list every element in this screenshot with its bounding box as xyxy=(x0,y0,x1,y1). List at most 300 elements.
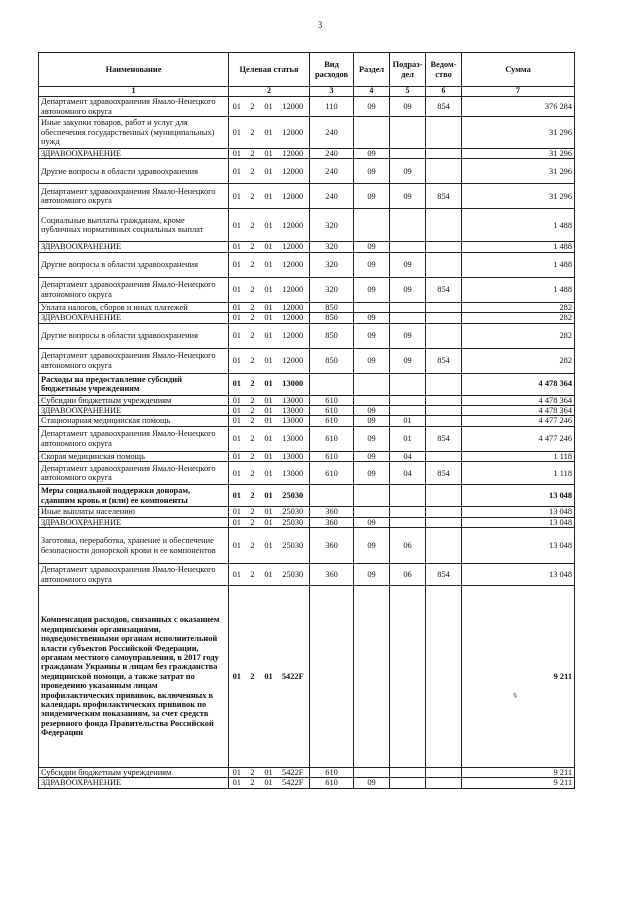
department-cell xyxy=(426,159,462,184)
subsection-cell xyxy=(390,586,426,768)
subsection-cell xyxy=(390,517,426,527)
department-cell xyxy=(426,406,462,416)
target-direction-cell: 25030 xyxy=(277,564,310,586)
sum-cell: 1 118 xyxy=(462,451,575,461)
target-subprogram-cell: 2 xyxy=(245,97,261,117)
target-direction-cell: 12000 xyxy=(277,242,310,252)
target-subprogram-cell: 2 xyxy=(245,485,261,507)
sum-cell: 282 xyxy=(462,302,575,312)
table-row xyxy=(39,242,575,252)
row-name-cell: Департамент здравоохранения Ямало-Ненецкого автономного округа xyxy=(39,564,229,586)
sum-cell: 13 048 xyxy=(462,528,575,564)
sum-cell: 4 478 364 xyxy=(462,406,575,416)
sum-cell: 282 xyxy=(462,323,575,348)
target-direction-cell: 12000 xyxy=(277,117,310,149)
expense-type-cell: 610 xyxy=(310,406,354,416)
target-program-cell: 01 xyxy=(229,149,245,159)
subsection-cell xyxy=(390,395,426,405)
table-row xyxy=(39,313,575,323)
table-row xyxy=(39,348,575,373)
table-row xyxy=(39,517,575,527)
department-cell xyxy=(426,586,462,768)
sum-cell: 1 488 xyxy=(462,252,575,277)
target-main-activity-cell: 01 xyxy=(261,184,277,209)
row-name-cell: Стационарная медицинская помощь xyxy=(39,416,229,426)
target-subprogram-cell: 2 xyxy=(245,117,261,149)
row-name-cell: ЗДРАВООХРАНЕНИЕ xyxy=(39,149,229,159)
section-cell xyxy=(354,485,390,507)
target-program-cell: 01 xyxy=(229,373,245,395)
target-direction-cell: 13000 xyxy=(277,451,310,461)
col-number: 5 xyxy=(390,87,426,97)
target-subprogram-cell: 2 xyxy=(245,451,261,461)
department-cell: 854 xyxy=(426,277,462,302)
target-subprogram-cell: 2 xyxy=(245,323,261,348)
section-cell: 09 xyxy=(354,277,390,302)
sum-cell: 13 048 xyxy=(462,517,575,527)
target-direction-cell: 25030 xyxy=(277,517,310,527)
section-cell xyxy=(354,373,390,395)
target-main-activity-cell: 01 xyxy=(261,373,277,395)
target-main-activity-cell: 01 xyxy=(261,209,277,242)
table-row xyxy=(39,406,575,416)
target-subprogram-cell: 2 xyxy=(245,564,261,586)
sum-cell: 4 478 364 xyxy=(462,395,575,405)
target-subprogram-cell: 2 xyxy=(245,768,261,778)
department-cell xyxy=(426,209,462,242)
col-header-target: Целевая статья xyxy=(229,53,310,87)
target-program-cell: 01 xyxy=(229,416,245,426)
subsection-cell xyxy=(390,768,426,778)
target-direction-cell: 12000 xyxy=(277,97,310,117)
row-name-cell: Меры социальной поддержки донорам, сдавшим кровь и (или) ее компоненты xyxy=(39,485,229,507)
col-header-sum: Сумма xyxy=(462,53,575,87)
subsection-cell: 09 xyxy=(390,159,426,184)
target-main-activity-cell: 01 xyxy=(261,252,277,277)
expense-type-cell: 610 xyxy=(310,768,354,778)
row-name-cell: Скорая медицинская помощь xyxy=(39,451,229,461)
target-subprogram-cell: 2 xyxy=(245,313,261,323)
subsection-cell xyxy=(390,242,426,252)
target-main-activity-cell: 01 xyxy=(261,517,277,527)
section-cell: 09 xyxy=(354,517,390,527)
expense-type-cell: 850 xyxy=(310,348,354,373)
row-name-cell: ЗДРАВООХРАНЕНИЕ xyxy=(39,778,229,788)
section-cell xyxy=(354,768,390,778)
section-cell: 09 xyxy=(354,451,390,461)
section-cell: 09 xyxy=(354,778,390,788)
table-row xyxy=(39,426,575,451)
sum-cell: 9 211 xyxy=(462,586,575,768)
col-number: 3 xyxy=(310,87,354,97)
target-subprogram-cell: 2 xyxy=(245,406,261,416)
col-number: 7 xyxy=(462,87,575,97)
target-direction-cell: 13000 xyxy=(277,406,310,416)
section-cell: 09 xyxy=(354,159,390,184)
subsection-cell: 04 xyxy=(390,462,426,485)
target-subprogram-cell: 2 xyxy=(245,159,261,184)
target-direction-cell: 12000 xyxy=(277,149,310,159)
expense-type-cell: 240 xyxy=(310,117,354,149)
row-name-cell: ЗДРАВООХРАНЕНИЕ xyxy=(39,242,229,252)
pen-mark: ✎ xyxy=(510,691,520,701)
department-cell: 854 xyxy=(426,184,462,209)
expense-type-cell: 850 xyxy=(310,323,354,348)
row-name-cell: ЗДРАВООХРАНЕНИЕ xyxy=(39,406,229,416)
department-cell xyxy=(426,416,462,426)
col-header-subsection: Подраз-дел xyxy=(390,53,426,87)
table-row xyxy=(39,373,575,395)
table-row xyxy=(39,768,575,778)
target-direction-cell: 13000 xyxy=(277,395,310,405)
expense-type-cell: 610 xyxy=(310,451,354,461)
target-subprogram-cell: 2 xyxy=(245,586,261,768)
target-subprogram-cell: 2 xyxy=(245,149,261,159)
target-main-activity-cell: 01 xyxy=(261,313,277,323)
subsection-cell: 01 xyxy=(390,426,426,451)
department-cell xyxy=(426,485,462,507)
sum-cell: 1 488 xyxy=(462,277,575,302)
section-cell xyxy=(354,507,390,517)
target-subprogram-cell: 2 xyxy=(245,528,261,564)
row-name-cell: Компенсация расходов, связанных с оказанием медицинскими организациями, подведомственными органам исполнительной власти субъектов Российской Федерации, органам местного самоуправления, в 2017 году гражданам Украины и лицам без гражданства медицинской помощи, а также затрат по проведению указанным лицам профилактических прививок, включенных в календарь профилактических прививок по эпидемическим показаниям, за счет средств резервного фонда Правительства Российской Федерации xyxy=(39,586,229,768)
row-name-cell: Департамент здравоохранения Ямало-Ненецкого автономного округа xyxy=(39,426,229,451)
subsection-cell xyxy=(390,485,426,507)
row-name-cell: Иные закупки товаров, работ и услуг для обеспечения государственных (муниципальных) нужд xyxy=(39,117,229,149)
target-main-activity-cell: 01 xyxy=(261,586,277,768)
subsection-cell: 06 xyxy=(390,564,426,586)
target-direction-cell: 13000 xyxy=(277,416,310,426)
sum-cell: 31 296 xyxy=(462,184,575,209)
target-direction-cell: 5422F xyxy=(277,586,310,768)
target-subprogram-cell: 2 xyxy=(245,184,261,209)
target-program-cell: 01 xyxy=(229,184,245,209)
target-program-cell: 01 xyxy=(229,768,245,778)
table-row xyxy=(39,485,575,507)
subsection-cell xyxy=(390,778,426,788)
target-program-cell: 01 xyxy=(229,348,245,373)
subsection-cell xyxy=(390,313,426,323)
target-main-activity-cell: 01 xyxy=(261,564,277,586)
expense-type-cell: 850 xyxy=(310,302,354,312)
expense-type-cell: 850 xyxy=(310,313,354,323)
section-cell: 09 xyxy=(354,406,390,416)
target-subprogram-cell: 2 xyxy=(245,373,261,395)
target-program-cell: 01 xyxy=(229,209,245,242)
table-row xyxy=(39,528,575,564)
expense-type-cell: 240 xyxy=(310,184,354,209)
expense-type-cell: 110 xyxy=(310,97,354,117)
target-main-activity-cell: 01 xyxy=(261,778,277,788)
target-direction-cell: 12000 xyxy=(277,184,310,209)
department-cell xyxy=(426,528,462,564)
target-direction-cell: 12000 xyxy=(277,277,310,302)
department-cell xyxy=(426,395,462,405)
target-direction-cell: 12000 xyxy=(277,302,310,312)
table-row xyxy=(39,778,575,788)
sum-cell: 1 488 xyxy=(462,242,575,252)
target-program-cell: 01 xyxy=(229,462,245,485)
target-main-activity-cell: 01 xyxy=(261,348,277,373)
expense-type-cell xyxy=(310,373,354,395)
target-main-activity-cell: 01 xyxy=(261,768,277,778)
target-main-activity-cell: 01 xyxy=(261,416,277,426)
target-direction-cell: 12000 xyxy=(277,313,310,323)
col-header-expense-type: Вид расходов xyxy=(310,53,354,87)
department-cell xyxy=(426,778,462,788)
section-cell xyxy=(354,395,390,405)
target-program-cell: 01 xyxy=(229,586,245,768)
sum-cell: 376 284 xyxy=(462,97,575,117)
col-number: 6 xyxy=(426,87,462,97)
table-row xyxy=(39,507,575,517)
target-subprogram-cell: 2 xyxy=(245,242,261,252)
row-name-cell: Другие вопросы в области здравоохранения xyxy=(39,159,229,184)
target-direction-cell: 12000 xyxy=(277,323,310,348)
row-name-cell: Уплата налогов, сборов и иных платежей xyxy=(39,302,229,312)
col-header-section: Раздел xyxy=(354,53,390,87)
table-row xyxy=(39,416,575,426)
target-subprogram-cell: 2 xyxy=(245,252,261,277)
table-header-row xyxy=(39,53,575,87)
table-row xyxy=(39,97,575,117)
section-cell: 09 xyxy=(354,97,390,117)
target-program-cell: 01 xyxy=(229,117,245,149)
department-cell xyxy=(426,149,462,159)
subsection-cell xyxy=(390,117,426,149)
target-main-activity-cell: 01 xyxy=(261,277,277,302)
target-subprogram-cell: 2 xyxy=(245,277,261,302)
expense-type-cell xyxy=(310,485,354,507)
target-program-cell: 01 xyxy=(229,528,245,564)
target-subprogram-cell: 2 xyxy=(245,462,261,485)
row-name-cell: Департамент здравоохранения Ямало-Ненецкого автономного округа xyxy=(39,348,229,373)
table-row xyxy=(39,462,575,485)
target-subprogram-cell: 2 xyxy=(245,778,261,788)
subsection-cell xyxy=(390,302,426,312)
department-cell xyxy=(426,252,462,277)
row-name-cell: ЗДРАВООХРАНЕНИЕ xyxy=(39,313,229,323)
target-program-cell: 01 xyxy=(229,406,245,416)
sum-cell: 1 488 xyxy=(462,209,575,242)
target-main-activity-cell: 01 xyxy=(261,528,277,564)
target-direction-cell: 25030 xyxy=(277,507,310,517)
target-direction-cell: 12000 xyxy=(277,159,310,184)
subsection-cell: 09 xyxy=(390,184,426,209)
target-subprogram-cell: 2 xyxy=(245,517,261,527)
table-row xyxy=(39,209,575,242)
target-program-cell: 01 xyxy=(229,395,245,405)
sum-cell: 282 xyxy=(462,348,575,373)
target-direction-cell: 12000 xyxy=(277,348,310,373)
subsection-cell xyxy=(390,373,426,395)
row-name-cell: Департамент здравоохранения Ямало-Ненецкого автономного округа xyxy=(39,277,229,302)
section-cell xyxy=(354,117,390,149)
expense-type-cell: 240 xyxy=(310,149,354,159)
target-subprogram-cell: 2 xyxy=(245,426,261,451)
target-subprogram-cell: 2 xyxy=(245,348,261,373)
department-cell xyxy=(426,768,462,778)
expense-type-cell: 320 xyxy=(310,242,354,252)
target-direction-cell: 13000 xyxy=(277,426,310,451)
sum-cell: 1 118 xyxy=(462,462,575,485)
table-row xyxy=(39,302,575,312)
target-subprogram-cell: 2 xyxy=(245,395,261,405)
target-program-cell: 01 xyxy=(229,485,245,507)
target-program-cell: 01 xyxy=(229,507,245,517)
subsection-cell: 04 xyxy=(390,451,426,461)
col-header-department: Ведом-ство xyxy=(426,53,462,87)
sum-cell: 31 296 xyxy=(462,149,575,159)
expense-type-cell: 360 xyxy=(310,528,354,564)
row-name-cell: Департамент здравоохранения Ямало-Ненецкого автономного округа xyxy=(39,97,229,117)
col-number: 2 xyxy=(229,87,310,97)
sum-cell: 31 296 xyxy=(462,159,575,184)
sum-cell: 4 477 246 xyxy=(462,426,575,451)
subsection-cell: 09 xyxy=(390,252,426,277)
department-cell xyxy=(426,323,462,348)
target-main-activity-cell: 01 xyxy=(261,507,277,517)
target-direction-cell: 25030 xyxy=(277,485,310,507)
target-main-activity-cell: 01 xyxy=(261,462,277,485)
target-direction-cell: 13000 xyxy=(277,373,310,395)
target-program-cell: 01 xyxy=(229,159,245,184)
section-cell: 09 xyxy=(354,252,390,277)
target-program-cell: 01 xyxy=(229,313,245,323)
target-main-activity-cell: 01 xyxy=(261,117,277,149)
subsection-cell: 09 xyxy=(390,97,426,117)
target-direction-cell: 25030 xyxy=(277,528,310,564)
section-cell: 09 xyxy=(354,462,390,485)
table-row xyxy=(39,323,575,348)
sum-cell: 13 048 xyxy=(462,485,575,507)
target-direction-cell: 5422F xyxy=(277,778,310,788)
target-subprogram-cell: 2 xyxy=(245,302,261,312)
target-main-activity-cell: 01 xyxy=(261,159,277,184)
row-name-cell: Социальные выплаты гражданам, кроме публичных нормативных социальных выплат xyxy=(39,209,229,242)
target-program-cell: 01 xyxy=(229,517,245,527)
sum-cell: 4 477 246 xyxy=(462,416,575,426)
subsection-cell: 09 xyxy=(390,277,426,302)
expense-type-cell: 240 xyxy=(310,159,354,184)
sum-cell: 31 296 xyxy=(462,117,575,149)
expense-type-cell: 360 xyxy=(310,507,354,517)
section-cell: 09 xyxy=(354,528,390,564)
section-cell: 09 xyxy=(354,348,390,373)
department-cell: 854 xyxy=(426,426,462,451)
target-main-activity-cell: 01 xyxy=(261,426,277,451)
table-row xyxy=(39,451,575,461)
sum-cell: 282 xyxy=(462,313,575,323)
table-row xyxy=(39,117,575,149)
subsection-cell: 09 xyxy=(390,348,426,373)
expense-type-cell: 360 xyxy=(310,564,354,586)
target-main-activity-cell: 01 xyxy=(261,323,277,348)
target-main-activity-cell: 01 xyxy=(261,242,277,252)
table-row xyxy=(39,149,575,159)
section-cell: 09 xyxy=(354,323,390,348)
target-main-activity-cell: 01 xyxy=(261,406,277,416)
target-program-cell: 01 xyxy=(229,564,245,586)
row-name-cell: Иные выплаты населению xyxy=(39,507,229,517)
expense-type-cell: 320 xyxy=(310,277,354,302)
target-program-cell: 01 xyxy=(229,302,245,312)
target-program-cell: 01 xyxy=(229,426,245,451)
row-name-cell: Расходы на предоставление субсидий бюджетным учреждениям xyxy=(39,373,229,395)
section-cell xyxy=(354,209,390,242)
expense-type-cell: 610 xyxy=(310,462,354,485)
target-program-cell: 01 xyxy=(229,97,245,117)
section-cell: 09 xyxy=(354,416,390,426)
target-direction-cell: 5422F xyxy=(277,768,310,778)
row-name-cell: Департамент здравоохранения Ямало-Ненецкого автономного округа xyxy=(39,462,229,485)
col-number: 4 xyxy=(354,87,390,97)
sum-cell: 13 048 xyxy=(462,507,575,517)
target-main-activity-cell: 01 xyxy=(261,302,277,312)
department-cell xyxy=(426,302,462,312)
target-direction-cell: 12000 xyxy=(277,252,310,277)
target-direction-cell: 13000 xyxy=(277,462,310,485)
department-cell: 854 xyxy=(426,348,462,373)
expense-type-cell: 320 xyxy=(310,209,354,242)
table-row xyxy=(39,184,575,209)
department-cell: 854 xyxy=(426,462,462,485)
target-direction-cell: 12000 xyxy=(277,209,310,242)
target-program-cell: 01 xyxy=(229,451,245,461)
sum-cell: 9 211 xyxy=(462,778,575,788)
subsection-cell: 06 xyxy=(390,528,426,564)
department-cell: 854 xyxy=(426,97,462,117)
section-cell: 09 xyxy=(354,426,390,451)
sum-cell: 9 211 xyxy=(462,768,575,778)
expense-type-cell: 610 xyxy=(310,416,354,426)
expense-type-cell: 320 xyxy=(310,252,354,277)
target-program-cell: 01 xyxy=(229,323,245,348)
department-cell: 854 xyxy=(426,564,462,586)
target-main-activity-cell: 01 xyxy=(261,395,277,405)
department-cell xyxy=(426,313,462,323)
table-column-numbers-row xyxy=(39,87,575,97)
page-number: 3 xyxy=(317,20,323,30)
table-row xyxy=(39,395,575,405)
table-row xyxy=(39,252,575,277)
department-cell xyxy=(426,507,462,517)
department-cell xyxy=(426,451,462,461)
col-number: 1 xyxy=(39,87,229,97)
target-program-cell: 01 xyxy=(229,252,245,277)
department-cell xyxy=(426,117,462,149)
target-subprogram-cell: 2 xyxy=(245,416,261,426)
row-name-cell: Заготовка, переработка, хранение и обеспечение безопасности донорской крови и ее компонентов xyxy=(39,528,229,564)
subsection-cell xyxy=(390,149,426,159)
target-program-cell: 01 xyxy=(229,277,245,302)
row-name-cell: Субсидии бюджетным учреждениям xyxy=(39,768,229,778)
target-main-activity-cell: 01 xyxy=(261,149,277,159)
table-row xyxy=(39,277,575,302)
department-cell xyxy=(426,242,462,252)
subsection-cell: 01 xyxy=(390,416,426,426)
col-header-name: Наименование xyxy=(39,53,229,87)
department-cell xyxy=(426,373,462,395)
subsection-cell xyxy=(390,209,426,242)
target-subprogram-cell: 2 xyxy=(245,209,261,242)
row-name-cell: Другие вопросы в области здравоохранения xyxy=(39,323,229,348)
row-name-cell: Другие вопросы в области здравоохранения xyxy=(39,252,229,277)
table-row xyxy=(39,564,575,586)
target-program-cell: 01 xyxy=(229,242,245,252)
section-cell: 09 xyxy=(354,564,390,586)
table-row xyxy=(39,586,575,768)
